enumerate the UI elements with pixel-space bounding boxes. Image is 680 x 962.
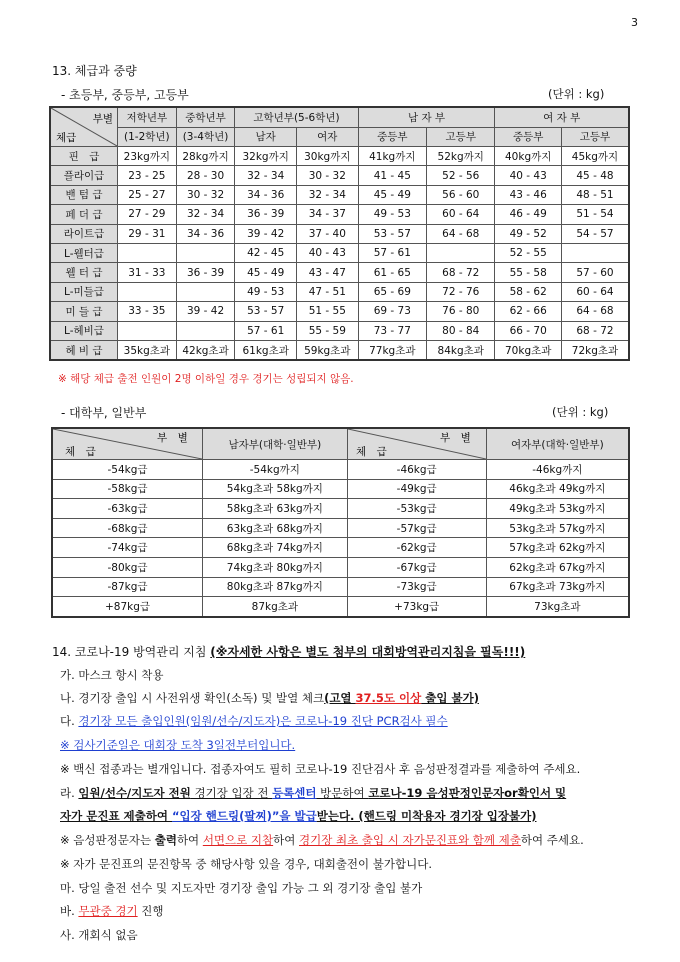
weight-class-name: -54kg급: [52, 460, 203, 480]
weight-range-cell: 49kg초과 53kg까지: [486, 499, 629, 519]
weight-range-cell: [176, 321, 235, 340]
weight-range-cell: 40kg까지: [495, 147, 561, 166]
weight-class-name: 핀 급: [50, 147, 118, 166]
section-14-title-note: (※자세한 사항은 별도 첨부의 대회방역관리지침을 필독!!!): [210, 645, 526, 659]
header-mid-grade-range: (3-4학년): [176, 127, 235, 147]
weight-range-cell: 51 - 54: [561, 205, 629, 224]
table-row: [50, 340, 629, 360]
weight-class-name: 웰 터 급: [50, 263, 118, 282]
weight-class-name: 헤 비 급: [50, 340, 118, 360]
subheader-cell: 중등부: [495, 127, 561, 147]
note-printout-a: ※ 음성판정문자는: [60, 833, 155, 847]
weight-class-name: -74kg급: [52, 538, 203, 558]
weight-class-name: +73kg급: [347, 597, 486, 617]
weight-range-cell: 28 - 30: [176, 166, 235, 185]
weight-range-cell: 53kg초과 57kg까지: [486, 518, 629, 538]
weight-range-cell: 62kg초과 67kg까지: [486, 557, 629, 577]
subheader-cell: 고등부: [427, 127, 495, 147]
header-men: 남자부(대학·일반부): [203, 428, 348, 460]
table-row: [52, 479, 629, 499]
note-questionnaire: ※ 자가 문진표의 문진항목 중 해당사항 있을 경우, 대회출전이 불가합니다.: [60, 857, 433, 871]
table-row: [52, 597, 629, 617]
item-na-temperature: 37.5도 이상: [355, 691, 422, 705]
table-row: [50, 185, 629, 204]
header-women: 여자부(대학·일반부): [486, 428, 629, 460]
note-test-date: ※ 검사기준일은 대회장 도착 3일전부터입니다.: [60, 738, 296, 752]
weight-range-cell: 42 - 45: [235, 243, 297, 262]
weight-class-name: -58kg급: [52, 479, 203, 499]
note-vaccine: ※ 백신 접종과는 별개입니다. 접종자여도 필히 코로나-19 진단검사 후 음성판정결과를 제출하여 주세요.: [60, 762, 581, 776]
weight-class-name: -67kg급: [347, 557, 486, 577]
table2-corner-top: 부 별: [157, 432, 188, 444]
table-row: [52, 538, 629, 558]
header-boys: 남 자 부: [358, 107, 495, 127]
weight-range-cell: 51 - 55: [296, 302, 358, 321]
weight-class-name: -49kg급: [347, 479, 486, 499]
header-high-grade: 고학년부(5-6학년): [235, 107, 358, 127]
weight-range-cell: 49 - 52: [495, 224, 561, 243]
weight-class-name: -62kg급: [347, 538, 486, 558]
weight-range-cell: 32kg까지: [235, 147, 297, 166]
note-printout-c: 하여: [176, 833, 203, 847]
weight-range-cell: 68 - 72: [561, 321, 629, 340]
weight-range-cell: -46kg까지: [486, 460, 629, 480]
table2-corner-bottom: 체 급: [65, 446, 96, 458]
weight-range-cell: 52 - 56: [427, 166, 495, 185]
table-row: [50, 282, 629, 301]
item-na: [60, 690, 479, 706]
weight-range-cell: 80 - 84: [427, 321, 495, 340]
weight-range-cell: 58kg초과 63kg까지: [203, 499, 348, 519]
weight-range-cell: 35kg초과: [118, 340, 177, 360]
diagonal-line: [51, 108, 117, 146]
weight-class-name: -46kg급: [347, 460, 486, 480]
weight-range-cell: 37 - 40: [296, 224, 358, 243]
weight-class-name: -87kg급: [52, 577, 203, 597]
weight-range-cell: 57 - 60: [561, 263, 629, 282]
weight-range-cell: 25 - 27: [118, 185, 177, 204]
header-mid-grade: 중학년부: [176, 107, 235, 127]
item-ra-cont: [60, 808, 536, 824]
item-na-text: 나. 경기장 출입 시 사전위생 확인(소독) 및 발열 체크: [60, 691, 325, 705]
weight-range-cell: 49 - 53: [235, 282, 297, 301]
weight-range-cell: 84kg초과: [427, 340, 495, 360]
item-ra-no-wristband: 받는다. (핸드링 미착용자 경기장 입장불가): [316, 809, 537, 823]
weight-range-cell: 34 - 36: [235, 185, 297, 204]
table-row: [50, 263, 629, 282]
table1-note: ※ 해당 체급 출전 인원이 2명 이하일 경우 경기는 성립되지 않음.: [58, 373, 354, 385]
weight-range-cell: 53 - 57: [235, 302, 297, 321]
item-ra: [60, 785, 566, 801]
weight-range-cell: [118, 321, 177, 340]
weight-class-name: -53kg급: [347, 499, 486, 519]
item-ra-all: 임원/선수/지도자 전원: [78, 786, 191, 800]
weight-range-cell: 57kg초과 62kg까지: [486, 538, 629, 558]
item-ga: 가. 마스크 항시 착용: [60, 668, 164, 682]
diagonal-line: [348, 429, 486, 459]
weight-range-cell: 45 - 48: [561, 166, 629, 185]
header-low-grade-range: (1-2학년): [118, 127, 177, 147]
weight-class-name: -68kg급: [52, 518, 203, 538]
weight-range-cell: -54kg까지: [203, 460, 348, 480]
weight-range-cell: 43 - 47: [296, 263, 358, 282]
weight-range-cell: 56 - 60: [427, 185, 495, 204]
weight-range-cell: 36 - 39: [176, 263, 235, 282]
subtitle-elementary: - 초등부, 중등부, 고등부: [61, 88, 189, 102]
weight-range-cell: 41 - 45: [358, 166, 426, 185]
weight-range-cell: 23kg까지: [118, 147, 177, 166]
weight-range-cell: 72kg초과: [561, 340, 629, 360]
table2-corner-top: 부 별: [439, 432, 471, 444]
weight-range-cell: 52 - 55: [495, 243, 561, 262]
header-girls: 여 자 부: [495, 107, 629, 127]
weight-class-name: L-웰터급: [50, 243, 118, 262]
item-ra-wristband: “입장 핸드링(팔찌)”을 발급: [172, 809, 317, 823]
item-ra-text: 경기장 입장 전: [190, 786, 273, 800]
weight-range-cell: 46kg초과 49kg까지: [486, 479, 629, 499]
weight-class-name: -73kg급: [347, 577, 486, 597]
weight-range-cell: 32 - 34: [296, 185, 358, 204]
weight-class-table-adult: [51, 427, 630, 618]
note-printout: [60, 832, 584, 848]
weight-range-cell: 36 - 39: [235, 205, 297, 224]
item-ba: [60, 903, 164, 919]
weight-class-name: -80kg급: [52, 557, 203, 577]
table-row: [50, 224, 629, 243]
item-ra-docs: 코로나-19 음성판정인문자or확인서 및: [368, 786, 567, 800]
item-ra-questionnaire: 자가 문진표 제출하여: [60, 809, 172, 823]
item-na-no-entry: 출입 불가): [421, 691, 479, 705]
weight-range-cell: 39 - 42: [235, 224, 297, 243]
weight-range-cell: 77kg초과: [358, 340, 426, 360]
weight-range-cell: 42kg초과: [176, 340, 235, 360]
diagonal-line: [53, 429, 202, 459]
weight-range-cell: 64 - 68: [561, 302, 629, 321]
weight-range-cell: 30 - 32: [176, 185, 235, 204]
table-row: [50, 166, 629, 185]
weight-range-cell: 54kg초과 58kg까지: [203, 479, 348, 499]
weight-range-cell: 73kg초과: [486, 597, 629, 617]
item-ba-suffix: 진행: [137, 904, 164, 918]
weight-range-cell: 30 - 32: [296, 166, 358, 185]
unit-label-2: (단위 : kg): [552, 405, 609, 419]
weight-range-cell: 55 - 58: [495, 263, 561, 282]
weight-class-name: 페 더 급: [50, 205, 118, 224]
weight-range-cell: 49 - 53: [358, 205, 426, 224]
table-row: [50, 147, 629, 166]
section-14-title: [52, 643, 525, 660]
weight-range-cell: 60 - 64: [427, 205, 495, 224]
subheader-cell: 고등부: [561, 127, 629, 147]
table1-corner-header: [50, 107, 118, 147]
weight-range-cell: 57 - 61: [358, 243, 426, 262]
weight-range-cell: 45 - 49: [358, 185, 426, 204]
weight-range-cell: 32 - 34: [176, 205, 235, 224]
item-ba-prefix: 바.: [60, 904, 79, 918]
item-ma: 마. 당일 출전 선수 및 지도자만 경기장 출입 가능 그 외 경기장 출입 불가: [60, 881, 423, 895]
weight-class-name: +87kg급: [52, 597, 203, 617]
weight-range-cell: 57 - 61: [235, 321, 297, 340]
table2-corner-women: [347, 428, 486, 460]
weight-range-cell: 76 - 80: [427, 302, 495, 321]
weight-range-cell: 40 - 43: [296, 243, 358, 262]
weight-range-cell: 70kg초과: [495, 340, 561, 360]
weight-range-cell: [427, 243, 495, 262]
item-da: [60, 713, 448, 729]
table-row: [52, 499, 629, 519]
weight-range-cell: 34 - 36: [176, 224, 235, 243]
weight-range-cell: [561, 243, 629, 262]
weight-range-cell: [176, 243, 235, 262]
weight-range-cell: 34 - 37: [296, 205, 358, 224]
weight-class-name: 라이트급: [50, 224, 118, 243]
weight-range-cell: 68 - 72: [427, 263, 495, 282]
unit-label-1: (단위 : kg): [548, 87, 605, 101]
table2-corner-men: [52, 428, 203, 460]
weight-range-cell: 73 - 77: [358, 321, 426, 340]
table-row: [50, 243, 629, 262]
subheader-cell: 여자: [296, 127, 358, 147]
weight-class-name: -57kg급: [347, 518, 486, 538]
subheader-cell: 남자: [235, 127, 297, 147]
table2-corner-bottom: 체 급: [355, 446, 387, 458]
weight-range-cell: 69 - 73: [358, 302, 426, 321]
weight-range-cell: [118, 243, 177, 262]
weight-range-cell: 41kg까지: [358, 147, 426, 166]
weight-range-cell: 45kg까지: [561, 147, 629, 166]
table1-corner-bottom: 체급: [56, 132, 77, 144]
weight-range-cell: 60 - 64: [561, 282, 629, 301]
section-13-title: 13. 체급과 중량: [52, 64, 137, 78]
weight-range-cell: 67kg초과 73kg까지: [486, 577, 629, 597]
weight-class-table-youth: [49, 106, 630, 361]
weight-range-cell: 48 - 51: [561, 185, 629, 204]
section-14-title-main: 14. 코로나-19 방역관리 지침: [52, 645, 211, 659]
weight-range-cell: 27 - 29: [118, 205, 177, 224]
weight-range-cell: 23 - 25: [118, 166, 177, 185]
weight-range-cell: 46 - 49: [495, 205, 561, 224]
table1-corner-top: 부별: [92, 113, 113, 125]
weight-range-cell: 43 - 46: [495, 185, 561, 204]
weight-class-name: -63kg급: [52, 499, 203, 519]
weight-range-cell: 54 - 57: [561, 224, 629, 243]
weight-range-cell: 66 - 70: [495, 321, 561, 340]
weight-range-cell: 31 - 33: [118, 263, 177, 282]
weight-range-cell: 53 - 57: [358, 224, 426, 243]
note-printout-g: 하여 주세요.: [520, 833, 584, 847]
item-ra-center: 등록센터: [272, 786, 317, 800]
weight-range-cell: 68kg초과 74kg까지: [203, 538, 348, 558]
item-ra-prefix: 라.: [60, 786, 79, 800]
weight-range-cell: 30kg까지: [296, 147, 358, 166]
table-row: [52, 577, 629, 597]
item-da-prefix: 다.: [60, 714, 79, 728]
weight-range-cell: 52kg까지: [427, 147, 495, 166]
weight-class-name: 미 들 급: [50, 302, 118, 321]
weight-range-cell: 64 - 68: [427, 224, 495, 243]
table-row: [52, 460, 629, 480]
weight-range-cell: 33 - 35: [118, 302, 177, 321]
subtitle-university: - 대학부, 일반부: [61, 406, 147, 420]
table-row: [52, 518, 629, 538]
note-printout-e: 하여: [273, 833, 299, 847]
weight-range-cell: [176, 282, 235, 301]
weight-range-cell: 87kg초과: [203, 597, 348, 617]
weight-range-cell: 74kg초과 80kg까지: [203, 557, 348, 577]
note-printout-f: 경기장 최초 출입 시 자가문진표와 함께 제출: [299, 833, 521, 847]
page-number: 3: [631, 16, 638, 29]
weight-range-cell: 63kg초과 68kg까지: [203, 518, 348, 538]
weight-class-name: L-미들급: [50, 282, 118, 301]
weight-range-cell: 72 - 76: [427, 282, 495, 301]
weight-range-cell: 40 - 43: [495, 166, 561, 185]
item-sa: 사. 개회식 없음: [60, 928, 138, 942]
weight-range-cell: 32 - 34: [235, 166, 297, 185]
weight-range-cell: 61kg초과: [235, 340, 297, 360]
weight-range-cell: 47 - 51: [296, 282, 358, 301]
note-printout-b: 출력: [154, 833, 177, 847]
header-low-grade: 저학년부: [118, 107, 177, 127]
weight-range-cell: 62 - 66: [495, 302, 561, 321]
weight-range-cell: 45 - 49: [235, 263, 297, 282]
weight-range-cell: 55 - 59: [296, 321, 358, 340]
item-ra-visit: 방문하여: [316, 786, 369, 800]
weight-range-cell: 65 - 69: [358, 282, 426, 301]
weight-range-cell: 59kg초과: [296, 340, 358, 360]
weight-class-name: L-헤비급: [50, 321, 118, 340]
item-ba-no-spectators: 무관중 경기: [78, 904, 138, 918]
weight-range-cell: 39 - 42: [176, 302, 235, 321]
weight-range-cell: 58 - 62: [495, 282, 561, 301]
item-na-fever: (고열: [324, 691, 356, 705]
subheader-cell: 중등부: [358, 127, 426, 147]
table-row: [50, 302, 629, 321]
table-row: [50, 321, 629, 340]
weight-range-cell: 28kg까지: [176, 147, 235, 166]
table-row: [52, 557, 629, 577]
note-printout-d: 서면으로 지참: [202, 833, 274, 847]
table-row: [50, 205, 629, 224]
weight-class-name: 플라이급: [50, 166, 118, 185]
weight-range-cell: 61 - 65: [358, 263, 426, 282]
weight-range-cell: 80kg초과 87kg까지: [203, 577, 348, 597]
weight-range-cell: [118, 282, 177, 301]
weight-range-cell: 29 - 31: [118, 224, 177, 243]
weight-class-name: 밴 텀 급: [50, 185, 118, 204]
item-da-pcr: 경기장 모든 출입인원(임원/선수/지도자)은 코로나-19 진단 PCR검사 필수: [78, 714, 448, 728]
